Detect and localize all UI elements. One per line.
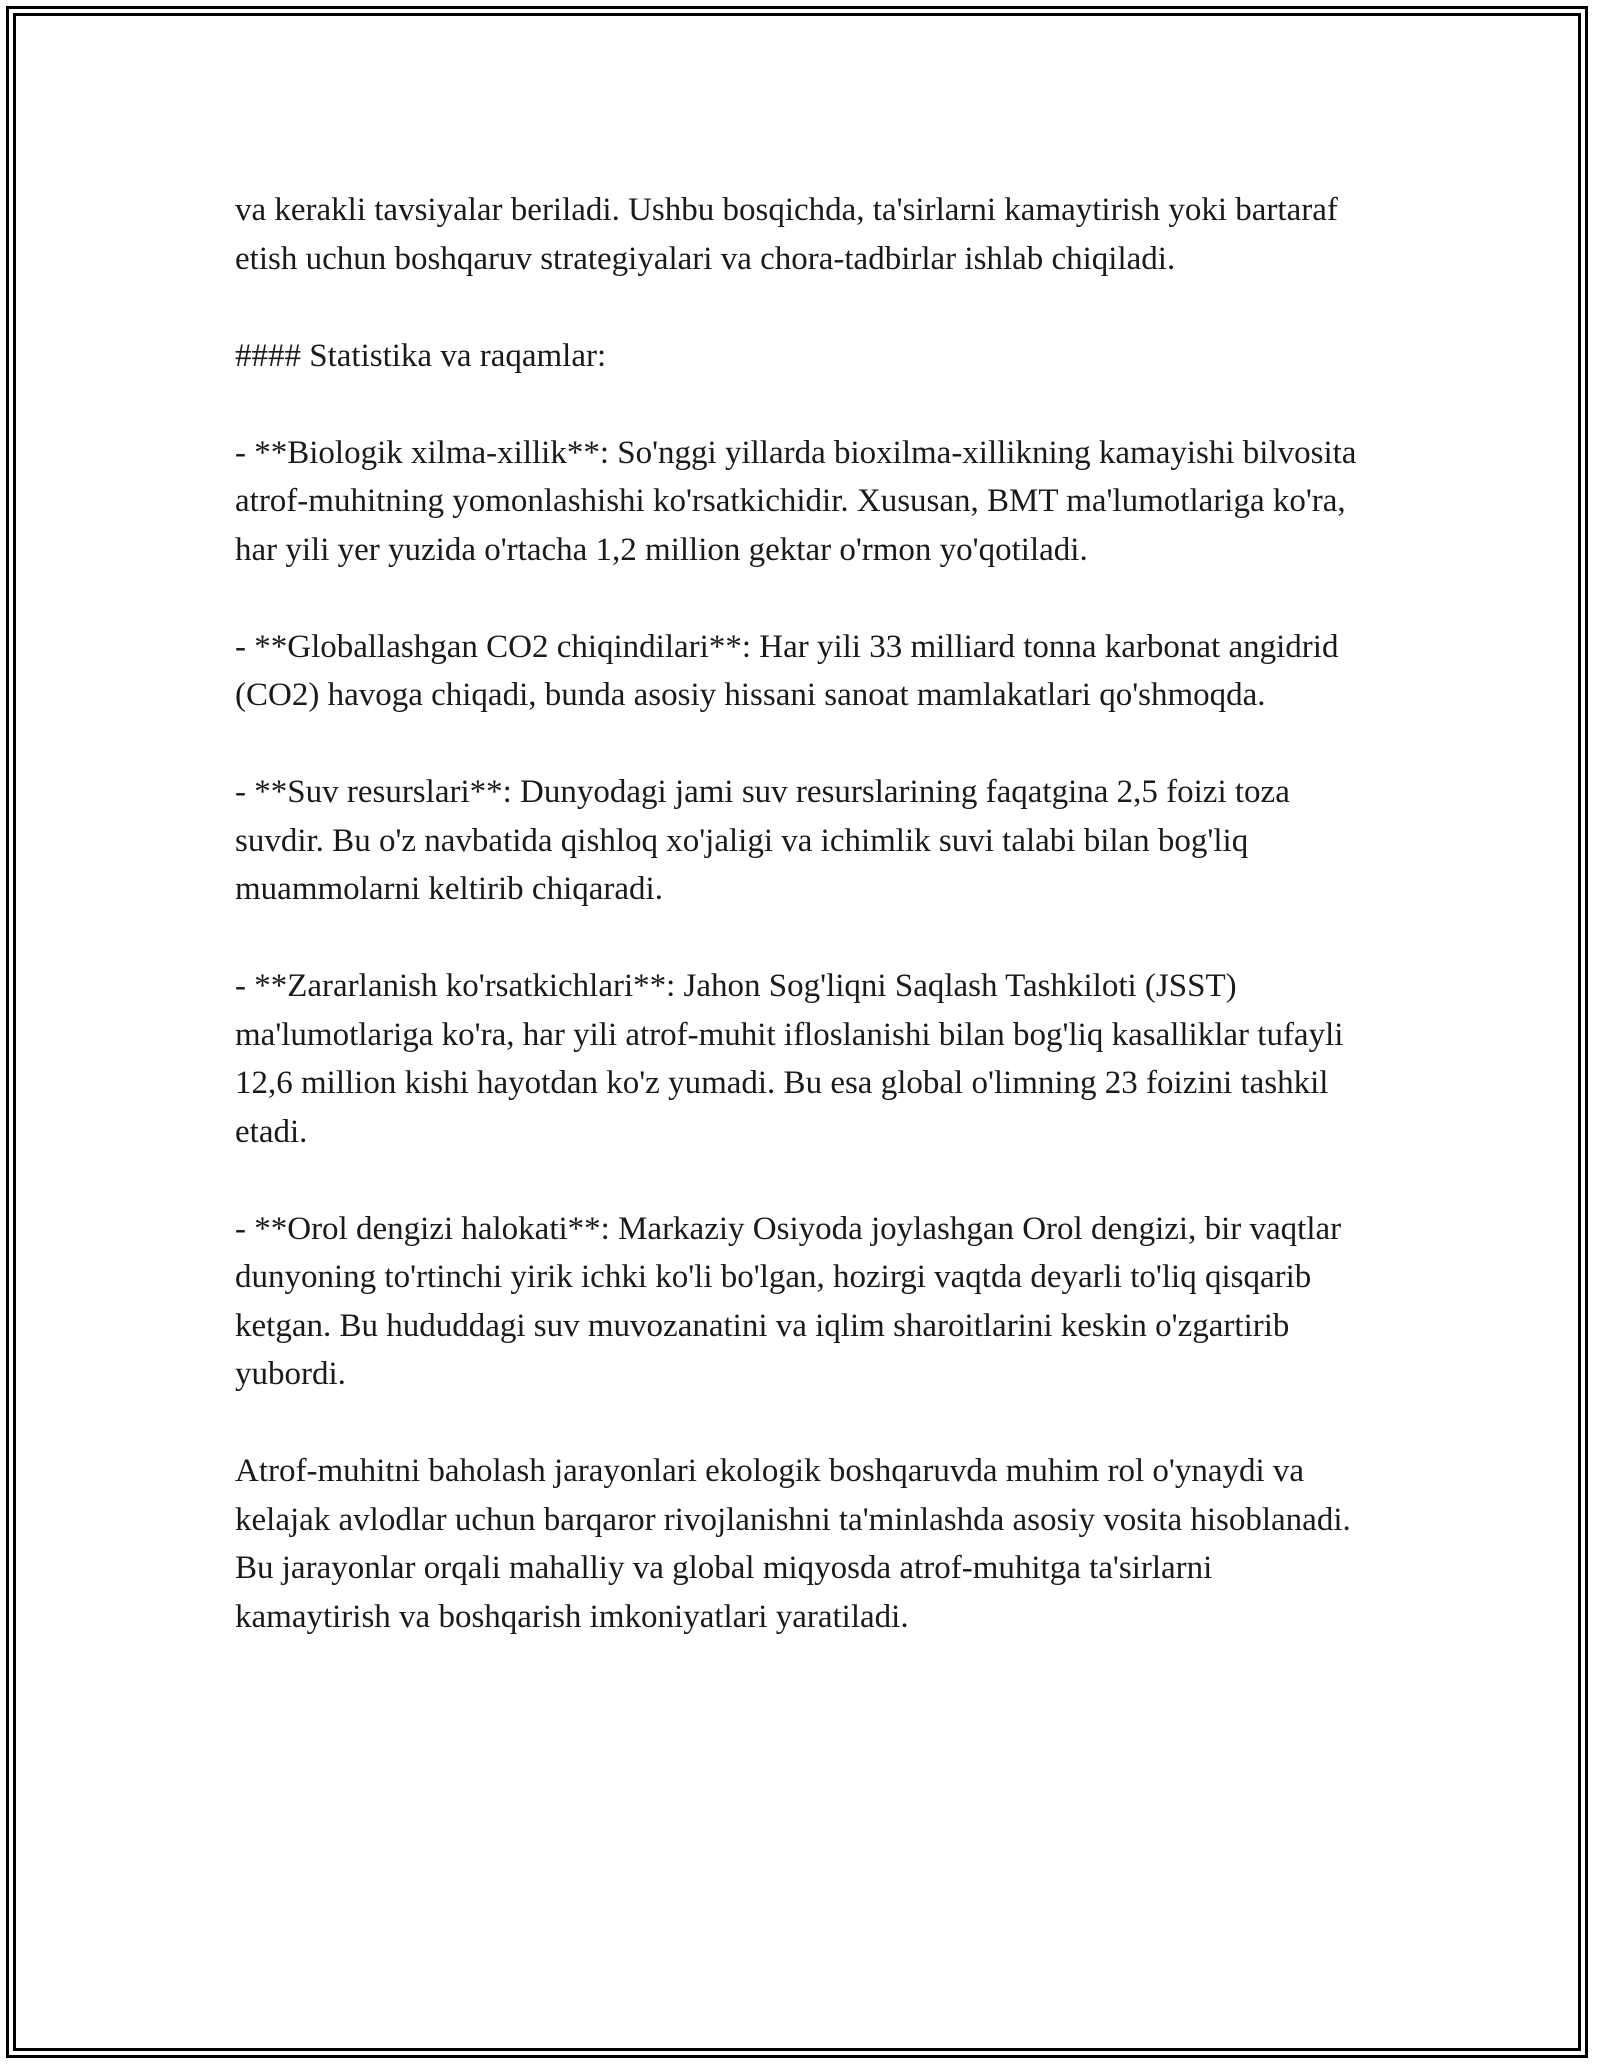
paragraph-conclusion: Atrof-muhitni baholash jarayonlari ekologik boshqaruvda muhim rol o'ynaydi va kelajak avlodlar uchun barqaror rivojlanishni ta'minlashda asosiy vosita hisoblanadi. Bu jarayonlar orqali mahalliy va global miqyosda atrof-muhitga ta'sirlarni kamaytirish va boshqarish imkoniyatlari yaratiladi.	[235, 1453, 1351, 1635]
section-heading-statistics: #### Statistika va raqamlar:	[235, 337, 607, 374]
list-item-aral-sea: - **Orol dengizi halokati**: Markaziy Osiyoda joylashgan Orol dengizi, bir vaqtlar dunyoning to'rtinchi yirik ichki ko'li bo'lgan, hozirgi vaqtda deyarli to'liq qisqarib ketgan. Bu hududdagi suv muvozanatini va iqlim sharoitlarini keskin o'zgartirib yubordi.	[235, 1210, 1342, 1392]
document-body	[235, 186, 1375, 1641]
list-item-water-resources: - **Suv resurslari**: Dunyodagi jami suv resurslarining faqatgina 2,5 foizi toza suvdir. Bu o'z navbatida qishloq xo'jaligi va ichimlik suvi talabi bilan bog'liq muammolarni keltirib chiqaradi.	[235, 774, 1290, 907]
list-item-co2-emissions: - **Globallashgan CO2 chiqindilari**: Har yili 33 milliard tonna karbonat angidrid (CO2) havoga chiqadi, bunda asosiy hissani sanoat mamlakatlari qo'shmoqda.	[235, 628, 1339, 713]
paragraph-intro-continuation: va kerakli tavsiyalar beriladi. Ushbu bosqichda, ta'sirlarni kamaytirish yoki bartaraf etish uchun boshqaruv strategiyalari va chora-tadbirlar ishlab chiqiladi.	[235, 192, 1338, 277]
list-item-biodiversity: - **Biologik xilma-xillik**: So'nggi yillarda bioxilma-xillikning kamayishi bilvosita atrof-muhitning yomonlashishi ko'rsatkichidir. Xususan, BMT ma'lumotlariga ko'ra, har yili yer yuzida o'rtacha 1,2 million gektar o'rmon yo'qotiladi.	[235, 434, 1357, 568]
list-item-pollution-indicators: - **Zararlanish ko'rsatkichlari**: Jahon Sog'liqni Saqlash Tashkiloti (JSST) ma'lumotlariga ko'ra, har yili atrof-muhit ifloslanishi bilan bog'liq kasalliklar tufayli 12,6 million kishi hayotdan ko'z yumadi. Bu esa global o'limning 23 foizini tashkil etadi.	[235, 968, 1344, 1150]
